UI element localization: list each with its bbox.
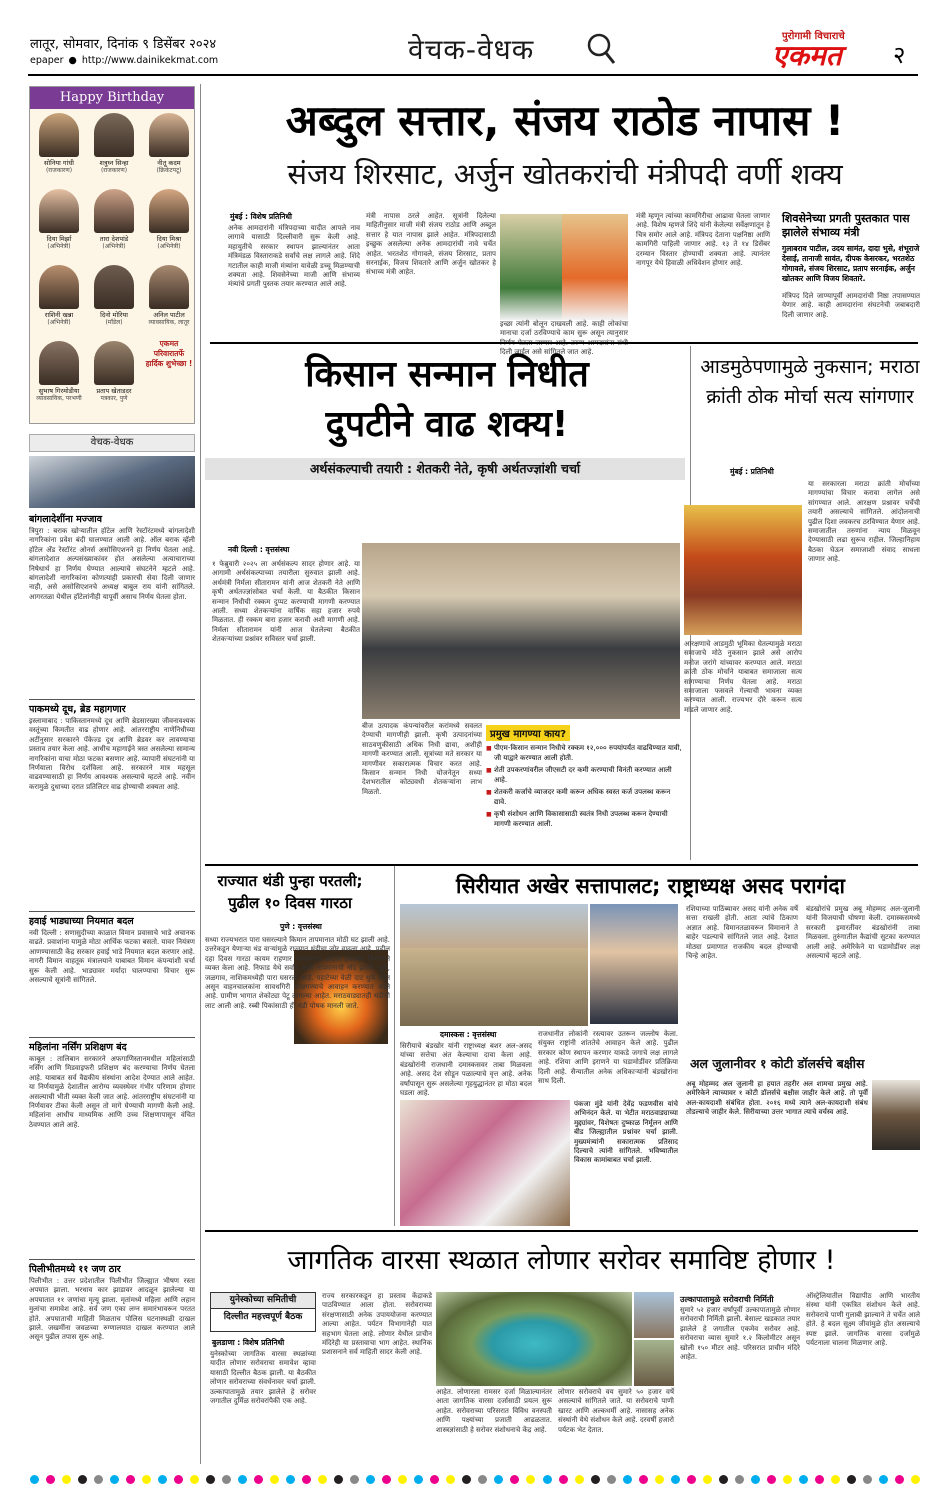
registration-dot <box>414 1475 423 1484</box>
birthday-name: अनिल पाटील <box>153 311 185 319</box>
registration-dot <box>366 1475 375 1484</box>
registration-dot <box>30 1475 39 1484</box>
story2-byline: नवी दिल्ली : वृत्तसंस्था <box>228 545 290 554</box>
story2-headline-2: दुपटीने वाढ शक्य! <box>325 404 569 445</box>
left-s4-body: काबूल : तालिबान सरकारने अफगाणिस्तानमधील महिलांसाठी नर्सिंग आणि मिडवाइफरी प्रशिक्षण बंद करण्याचा निर्णय घेतला आहे. याबाबत सर्व वैद्यकीय संस्थांना आदेश देण्यात आले आहेत. या निर्णयामुळे देशातील आरोग्य व्यवस्थेवर गंभीर परिणाम होणार असल्याची भीती व्यक्त केली जात आहे. आंतरराष्ट्रीय संघटनांनी या निर्णयावर टीका केली असून तो मागे घेण्याची मागणी केली आहे. महिलांना आधीच माध्यमिक आणि उच्च शिक्षणापासून वंचित ठेवण्यात आले आहे. <box>29 1055 195 1129</box>
registration-dot <box>302 1475 311 1484</box>
birthday-role: (मॉडेल) <box>105 319 123 326</box>
birthday-photo <box>94 265 134 309</box>
birthday-name: सोनिया गांधी <box>44 159 74 167</box>
birthday-box <box>29 86 195 424</box>
left-s2-title: पाकमध्ये दूध, ब्रेड महागणार <box>29 699 195 715</box>
story5-col1: सिरीयाचे बंडखोर यांनी राष्ट्राध्यक्ष बशर अल-असद यांच्या सत्तेचा अंत केल्याचा दावा केला आहे. बंडखोरांनी राजधानी दमास्कसवर ताबा मिळवला आहे. असद देश सोडून पळाल्याचे वृत्त आहे. अनेक वर्षांपासून सुरू असलेल्या गृहयुद्धानंतर हा मोठा बदल घडला आहे. <box>400 1042 532 1098</box>
birthday-role: व्यावसायिक, लातूर <box>148 319 190 326</box>
registration-dot <box>863 1475 872 1484</box>
registration-dot <box>206 1475 215 1484</box>
section-title-text: वेचक-वेधक <box>408 33 535 66</box>
left-news-column <box>29 510 195 1465</box>
demand-text: शेतकरी कर्जाचे व्याजदर कमी करून अधिक स्वस्त कर्ज उपलब्ध करून द्यावे. <box>494 788 671 806</box>
story7-headline: जागतिक वारसा स्थळात लोणार सरोवर समाविष्ट होणार ! <box>287 1245 836 1276</box>
lower-rule <box>205 1230 918 1232</box>
story5-col3: रशियाच्या पाठिंब्यावर असद यांनी अनेक वर्षे सत्ता राखली होती. आता त्यांचे ठिकाण अज्ञात आहे. विमानतळावरून विमानाने ते बाहेर पडल्याचे सांगितले जात आहे. देशात मोठ्या प्रमाणात राजकीय बदल होण्याची चिन्हे आहेत. <box>686 905 798 961</box>
birthday-name: दिया मिर्झा <box>46 235 72 243</box>
epaper-line <box>30 55 218 66</box>
story7-info-body: सुमारे ५२ हजार वर्षांपूर्वी उल्कापातामुळे लोणार सरोवराची निर्मिती झाली. बेसाल्ट खडकात तयार झालेले हे जगातील एकमेव सरोवर आहे. सरोवराचा व्यास सुमारे १.२ किलोमीटर असून खोली १५० मीटर आहे. परिसरात प्राचीन मंदिरे आहेत. <box>680 1306 800 1362</box>
bullet-icon: ■ <box>486 789 492 796</box>
story2-kicker: अर्थसंकल्पाची तयारी : शेतकरी नेते, कृषी अर्थतज्ज्ञांशी चर्चा <box>205 458 685 480</box>
story7-info-title: उल्कापातामुळे सरोवराची निर्मिती <box>680 1295 774 1304</box>
story5-julani-body: अबू मोहम्मद अल जुलानी हा हयात तहरीर अल शामचा प्रमुख आहे. अमेरिकेने त्याच्यावर १ कोटी डॉलर्सचे बक्षीस जाहीर केले आहे. तो पूर्वी अल-कायदाशी संबंधित होता. २०१६ मध्ये त्याने अल-कायदाशी संबंध तोडल्याचे जाहीर केले. सिरीयाच्या उत्तर भागात त्याचे वर्चस्व आहे. <box>686 1080 868 1117</box>
story5-photo-julani <box>872 1080 920 1150</box>
story2-col2: बीज उत्पादक कंपन्यांवरील करांमध्ये सवलत देण्याची मागणीही झाली. कृषी उत्पादनांच्या साठवणुकीसाठी अधिक निधी द्यावा, अशीही मागणी करण्यात आली. सूत्रांच्या मते सरकार या मागणीवर सकारात्मक विचार करत आहे. किसान सन्मान निधी योजनेतून सध्या देशभरातील कोट्यवधी शेतकऱ्यांना लाभ मिळतो. <box>362 722 482 796</box>
registration-dot <box>62 1475 71 1484</box>
story1-col1: अनेक आमदारांनी मंत्रिपदाच्या यादीत आपले नाव लागावे यासाठी दिल्लीवारी सुरू केली आहे. महायुतीचे सरकार स्थापन झाल्यानंतर आता मंत्रिमंडळ विस्ताराकडे सर्वांचे लक्ष लागले आहे. शिंदे गटातील काही माजी मंत्र्यांना यावेळी डच्चू मिळण्याची शक्यता आहे. शिवसेनेच्या माजी आणि संभाव्य मंत्र्यांचे प्रगती पुस्तक तयार करण्यात आले आहे. <box>228 224 360 289</box>
birthday-photo <box>94 341 134 385</box>
story7-box <box>210 1292 316 1332</box>
story7-photo-temple-2 <box>634 1340 674 1386</box>
registration-dot <box>895 1475 904 1484</box>
story2-demands-list <box>486 744 682 829</box>
birthday-person <box>146 189 192 251</box>
birthday-person <box>36 189 82 251</box>
bullet-icon: ■ <box>486 811 492 818</box>
story1-subheadline: संजय शिरसाट, अर्जुन खोतकरांची मंत्रीपदी वर्णी शक्य <box>287 157 843 191</box>
birthday-role: (अभिनेत्री) <box>47 243 71 250</box>
registration-dot <box>911 1475 920 1484</box>
birthday-name: सुभाष गिरमोडीया <box>38 387 80 395</box>
paper-tagline: पुरोगामी विचाराचे <box>782 31 845 42</box>
birthday-person <box>146 113 192 175</box>
registration-dot <box>623 1475 632 1484</box>
story5-julani-title: अल जुलानीवर १ कोटी डॉलर्सचे बक्षीस <box>690 1056 865 1071</box>
left-s3-title: हवाई भाड्याच्या नियमात बदल <box>29 911 195 927</box>
demand-text: कृषी संशोधन आणि विकासासाठी स्वतंत्र निधी उपलब्ध करून देण्याची मागणी करण्यात आली. <box>494 810 668 828</box>
story1-photo-rathod <box>562 214 628 320</box>
birthday-name: राशिनी खन्ना <box>44 311 74 319</box>
story4-headline-2: पुढील १० दिवस गारठा <box>228 894 352 912</box>
story5-col2: राजधानीत लोकांनी रस्त्यावर उतरून जल्लोष केला. संयुक्त राष्ट्रांनी शांततेचे आवाहन केले आहे. पुढील सरकार कोण स्थापन करणार याकडे जगाचे लक्ष लागले आहे. रशिया आणि इराणने या घडामोडींवर प्रतिक्रिया दिली आहे. सैन्यातील अनेक अधिकाऱ्यांनी बंडखोरांना साथ दिली. <box>538 1030 678 1086</box>
registration-dot <box>591 1475 600 1484</box>
story7-photo-temple-1 <box>634 1292 674 1338</box>
story3-byline: मुंबई : प्रतिनिधी <box>730 467 774 476</box>
birthday-wish: एकमत परिवारातर्फे हार्दिक शुभेच्छा ! <box>145 339 193 368</box>
registration-dot <box>783 1475 792 1484</box>
registration-dot <box>158 1475 167 1484</box>
birthday-person <box>91 341 137 403</box>
story6-body: पंकजा मुंडे यांनी देवेंद्र फडणवीस यांचे अभिनंदन केले. या भेटीत मराठवाड्याच्या मुद्द्यांवर, विशेषतः दुष्काळ निर्मूलन आणि बीड जिल्ह्यातील प्रश्नांवर चर्चा झाली. मुख्यमंत्र्यांनी सकारात्मक प्रतिसाद दिल्याचे त्यांनी सांगितले. भविष्यातील विकास कामांबाबत चर्चा झाली. <box>574 1100 678 1165</box>
epaper-label: epaper <box>30 55 64 66</box>
birthday-role: व्यावसायिक, परभणी <box>36 395 82 402</box>
registration-dot <box>398 1475 407 1484</box>
bullet-icon: ■ <box>486 767 492 774</box>
story4-headline-1: राज्यात थंडी पुन्हा परतली; <box>217 872 363 890</box>
story4-byline: पुणे : वृत्तसंस्था <box>280 922 322 931</box>
page-number: २ <box>893 41 906 69</box>
birthday-photo <box>39 341 79 385</box>
section-title <box>408 30 628 70</box>
birthday-person <box>36 113 82 175</box>
birthday-photo <box>39 113 79 157</box>
birthday-photo <box>94 189 134 233</box>
registration-dot <box>350 1475 359 1484</box>
magnifier-icon <box>586 32 616 66</box>
registration-dot <box>671 1475 680 1484</box>
registration-dot <box>318 1475 327 1484</box>
paper-logo: एकमत <box>772 39 842 72</box>
birthday-person <box>36 265 82 327</box>
left-s1-body: त्रिपुरा : बराक खोऱ्यातील हॉटेल आणि रेस्टॉरंटमध्ये बांगलादेशी नागरिकांना प्रवेश बंदी घालण्यात आली आहे. ऑल बराक व्हॅली हॉटेल अँड रेस्टॉरंट ओनर्स असोसिएशनने हा निर्णय घेतला आहे. बांगलादेशात अल्पसंख्याकांवर होत असलेल्या अत्याचाराच्या निषेधार्थ हा निर्णय घेण्यात आल्याचे संघटनेने म्हटले आहे. बांगलादेशी नागरिकांना कोणत्याही प्रकारची सेवा दिली जाणार नाही, असे असोसिएशनचे अध्यक्ष बाबुल राय यांनी सांगितले. आगरतळा येथील हॉटेलांनीही यापूर्वी असाच निर्णय घेतला होता. <box>29 527 195 601</box>
registration-dot <box>94 1475 103 1484</box>
birthday-name: दिनो मोरिया <box>100 311 128 319</box>
story7-col2: राज्य सरकारकडून हा प्रस्ताव केंद्राकडे पाठविण्यात आला होता. सरोवराच्या संरक्षणासाठी अनेक उपाययोजना करण्यात आल्या आहेत. पर्यटन विभागानेही यात सहभाग घेतला आहे. लोणार येथील प्राचीन मंदिरेही या प्रस्तावाचा भाग आहेत. स्थानिक प्रशासनाने सर्व माहिती सादर केली आहे. <box>322 1292 432 1357</box>
left-s3-body: नवी दिल्ली : सणासुदीच्या काळात विमान प्रवासाचे भाडे अचानक वाढते. प्रवाशांना यामुळे मोठा आर्थिक फटका बसतो. यावर नियंत्रण आणण्यासाठी केंद्र सरकार हवाई भाडे नियमात बदल करणार आहे. नागरी विमान वाहतूक मंत्रालयाने याबाबत विमान कंपन्यांशी चर्चा सुरू केली आहे. भाड्यावर मर्यादा घालण्याचा विचार सुरू असल्याचे सूत्रांनी सांगितले. <box>29 929 195 985</box>
left-tag-text: वेचक-वेधक <box>90 437 134 448</box>
left-tag <box>29 434 195 452</box>
birthday-photo <box>94 113 134 157</box>
dateline: लातूर, सोमवार, दिनांक ९ डिसेंबर २०२४ <box>30 37 217 52</box>
registration-dot <box>767 1475 776 1484</box>
story6-photo-meeting <box>400 1100 570 1226</box>
birthday-person <box>36 341 82 403</box>
demand-item <box>486 810 682 829</box>
registration-dot <box>478 1475 487 1484</box>
story1-headline: अब्दुल सत्तार, संजय राठोड नापास ! <box>285 96 845 145</box>
story5-photo-tank <box>400 948 588 1026</box>
story2-col1: १ फेब्रुवारी २०२५ ला अर्थसंकल्प सादर होणार आहे. या आगामी अर्थसंकल्पाच्या तयारीला सुरुवात झाली आहे. अर्थमंत्री निर्मला सीतारामन यांनी आज शेतकरी नेते आणि कृषी अर्थतज्ज्ञांसोबत चर्चा केली. या बैठकीत किसान सन्मान निधीची रक्कम दुप्पट करण्याची मागणी करण्यात आली. सध्या शेतकऱ्यांना वार्षिक सहा हजार रुपये मिळतात. ही रक्कम बारा हजार करावी अशी मागणी आहे. निर्मला सीतारामन यांनी आज घेतलेल्या बैठकीत शेतकऱ्यांच्या प्रश्नांवर सविस्तर चर्चा झाली. <box>212 560 360 644</box>
registration-dot <box>110 1475 119 1484</box>
story7-byline: बुलडाणा : विशेष प्रतिनिधी <box>212 1338 285 1347</box>
demand-text: शेती उपकरणांवरील जीएसटी दर कमी करण्याची विनंती करण्यात आली आहे. <box>494 766 672 784</box>
left-divider <box>200 84 201 1464</box>
birthday-name: शत्रुघ्न सिन्हा <box>99 159 129 167</box>
birthday-name: प्रताप खेताडदर <box>96 387 132 395</box>
story2-demands-box <box>486 722 682 860</box>
registration-dot <box>879 1475 888 1484</box>
birthday-heading: Happy Birthday <box>30 87 194 109</box>
registration-dot <box>831 1475 840 1484</box>
story7-photo-lake <box>436 1292 632 1386</box>
story1-box-list: गुलाबराव पाटील, उदय सामंत, दादा भुसे, शंभूराजे देसाई, तानाजी सावंत, दीपक केसरकर, भरतशेठ गोगावले, संजय शिरसाट, प्रताप सरनाईक, अर्जुन खोतकर आणि विजय शिवतारे. <box>782 244 920 283</box>
globe-icon: ● <box>68 55 77 66</box>
birthday-photo <box>149 113 189 157</box>
birthday-name: नीतू कदम <box>157 159 181 167</box>
story7-col3: आहेत. लोणारला रामसर दर्जा मिळाल्यानंतर आता जागतिक वारसा दर्जासाठी प्रयत्न सुरू आहेत. सरोवराच्या परिसरात विविध वनस्पती आणि पक्ष्यांच्या प्रजाती आढळतात. शास्त्रज्ञांसाठी हे सरोवर संशोधनाचे केंद्र आहे. <box>436 1388 552 1434</box>
story1-byline: मुंबई : विशेष प्रतिनिधी <box>230 212 292 221</box>
registration-dot <box>126 1475 135 1484</box>
registration-dot <box>526 1475 535 1484</box>
birthday-role: (क्रिकेटपटू) <box>156 167 182 174</box>
left-s2-body: इस्लामाबाद : पाकिस्तानमध्ये दूध आणि ब्रेडसारख्या जीवनावश्यक वस्तूंच्या किमतीत वाढ होणार आहे. आंतरराष्ट्रीय नाणेनिधीच्या अटींनुसार सरकारने पॅकेज्ड दूध आणि ब्रेडवर कर लावण्याचा प्रस्ताव तयार केला आहे. आधीच महागाईने त्रस्त असलेल्या सामान्य नागरिकांना याचा मोठा फटका बसणार आहे. व्यापारी संघटनांनी या निर्णयाला विरोध दर्शविला आहे. सरकारने मात्र महसूल वाढवण्यासाठी हा निर्णय आवश्यक असल्याचे म्हटले आहे. नवीन करामुळे दुधाच्या दरात प्रतिलिटर वाढ होण्याची शक्यता आहे. <box>29 717 195 791</box>
birthday-photo <box>149 265 189 309</box>
story2-demands-title: प्रमुख मागण्या काय? <box>486 725 570 741</box>
registration-dot <box>799 1475 808 1484</box>
left-s5-body: पिलीभीत : उत्तर प्रदेशातील पिलीभीत जिल्ह्यात भीषण रस्ता अपघात झाला. भरधाव कार झाडावर आदळून झालेल्या या अपघातात ११ जणांचा मृत्यू झाला. मृतांमध्ये महिला आणि लहान मुलांचा समावेश आहे. सर्व जण एका लग्न समारंभावरून परतत होते. अपघाताची माहिती मिळताच पोलिस घटनास्थळी दाखल झाले. जखमींना जवळच्या रुग्णालयात दाखल करण्यात आले असून पुढील तपास सुरू आहे. <box>29 1277 195 1342</box>
story1-col3: इच्छा त्यांनी बोलून दाखवली आहे. काही लोकांचा मानाचा दर्जा ठरविण्याचे काम सुरू असून त्यानुसार दिली जाईल असे सांगितले जात आहे. <box>500 320 628 357</box>
registration-dot <box>575 1475 584 1484</box>
registration-dot <box>559 1475 568 1484</box>
birthday-person <box>91 189 137 251</box>
registration-dot <box>543 1475 552 1484</box>
left-s5-title: पिलीभीतमध्ये ११ जण ठार <box>29 1259 195 1275</box>
registration-dot <box>238 1475 247 1484</box>
story1-rule <box>210 342 918 344</box>
left-s4-title: महिलांना नर्सिंग प्रशिक्षण बंद <box>29 1037 195 1053</box>
story2-headline-1: किसान सन्मान निधीत <box>305 354 589 395</box>
story5-byline: दमास्कस : वृत्तसंस्था <box>440 1030 497 1039</box>
registration-dot <box>607 1475 616 1484</box>
story3-photo-jarange <box>684 505 802 635</box>
birthday-role: पत्रकार, पुणे <box>100 395 128 402</box>
demand-item <box>486 788 682 807</box>
registration-dot <box>270 1475 279 1484</box>
left-crowd-photo <box>29 456 195 508</box>
story7-box-title-2: दिल्लीत महत्त्वपूर्ण बैठक <box>223 1312 303 1322</box>
registration-dot <box>334 1475 343 1484</box>
registration-dot <box>719 1475 728 1484</box>
story7-col1: युनेस्कोच्या जागतिक वारसा स्थळांच्या यादीत लोणार सरोवराचा समावेश व्हावा यासाठी दिल्लीत बैठक झाली. या बैठकीत लोणार सरोवराच्या संवर्धनावर चर्चा झाली. उल्कापातामुळे तयार झालेले हे सरोवर जगातील दुर्मिळ सरोवरांपैकी एक आहे. <box>210 1350 316 1406</box>
registration-dot <box>687 1475 696 1484</box>
registration-dot <box>222 1475 231 1484</box>
registration-dot <box>430 1475 439 1484</box>
demand-item <box>486 744 682 763</box>
story3-headline: आडमुठेपणामुळे नुकसान; मराठा क्रांती ठोक मोर्चा सत्य सांगणार <box>700 356 920 408</box>
birthday-photo <box>149 189 189 233</box>
story1-box-body: मंत्रिपद दिले जाण्यापूर्वी आमदारांची निष्ठा तपासण्यात येणार आहे. काही आमदारांना संघटनेची जबाबदारी दिली जाणार आहे. <box>782 292 920 319</box>
print-color-bar <box>30 1471 920 1487</box>
registration-dot <box>286 1475 295 1484</box>
registration-dot <box>735 1475 744 1484</box>
story1-col2: मंत्री नापास ठरले आहेत. सूत्रांनी दिलेल्या माहितीनुसार माजी मंत्री संजय राठोड आणि अब्दुल सत्तार हे यात नापास झाले आहेत. मंत्रिपदासाठी इच्छुक असलेल्या अनेक आमदारांची नावे चर्चेत आहेत. भरतशेठ गोगावले, संजय शिरसाट, प्रताप सरनाईक, विजय शिवतारे आणि अर्जुन खोतकर हे संभाव्य मंत्री आहेत. <box>366 212 496 277</box>
registration-dot <box>382 1475 391 1484</box>
registration-dot <box>751 1475 760 1484</box>
masthead-rule <box>28 74 918 76</box>
registration-dot <box>639 1475 648 1484</box>
story3-col2: या सरकारला मराठा क्रांती मोर्चाच्या मागण्यांचा विचार करावा लागेल असे सांगण्यात आले. आरक्षण प्रश्नावर चर्चेची तयारी असल्याचे सांगितले. आंदोलनाची पुढील दिशा लवकरच ठरविण्यात येणार आहे. समाजातील तरुणांना न्याय मिळवून देण्यासाठी लढा सुरूच राहील. जिल्हानिहाय बैठका घेऊन समाजाशी संवाद साधला जाणार आहे. <box>808 480 920 564</box>
birthday-photo <box>39 189 79 233</box>
registration-dot <box>655 1475 664 1484</box>
birthday-role: (अभिनेत्री) <box>102 243 126 250</box>
bullet-icon: ■ <box>486 745 492 752</box>
birthday-photo <box>39 265 79 309</box>
story3-col1: आरक्षणाचे आडमुठी भूमिका घेतल्यामुळे मराठा समाजाचे मोठे नुकसान झाले असे आरोप मनोज जरांगे यांच्यावर करण्यात आले. मराठा क्रांती ठोक मोर्चाने याबाबत समाजाला सत्य सांगण्याचा निर्णय घेतला आहे. मराठा समाजाला फसवले गेल्याची भावना व्यक्त करण्यात आली. राज्यभर दौरे करून सत्य मांडले जाणार आहे. <box>684 640 802 714</box>
demand-text: पीएम-किसान सन्मान निधीचे रक्कम १२,००० रुपयांपर्यंत वाढविण्यात यावी, जी याद्वारे करण्यात आली होती. <box>494 744 682 762</box>
birthday-name: दिया मिश्रा <box>156 235 182 243</box>
registration-dot <box>78 1475 87 1484</box>
story5-photo-assad <box>590 904 678 1024</box>
registration-dot <box>142 1475 151 1484</box>
birthday-person <box>91 265 137 327</box>
registration-dot <box>174 1475 183 1484</box>
story5-col4: बंडखोरांचे प्रमुख अबू मोहम्मद अल-जुलानी यांनी विजयाची घोषणा केली. दमास्कसमध्ये सरकारी इमारतींवर बंडखोरांनी ताबा मिळवला. तुरुंगातील कैद्यांची सुटका करण्यात आली आहे. अमेरिकेने या घडामोडींवर लक्ष असल्याचे म्हटले आहे. <box>806 905 920 961</box>
registration-dot <box>462 1475 471 1484</box>
story7-box-title-1: युनेस्कोच्या समितीची <box>211 1293 315 1309</box>
birthday-role: (अभिनेत्री) <box>157 243 181 250</box>
left-s1-title: बांगलादेशींना मज्जाव <box>29 514 103 525</box>
registration-dot <box>46 1475 55 1484</box>
birthday-role: (राजकारण) <box>100 167 128 174</box>
birthday-role: (राजकारण) <box>45 167 73 174</box>
website-link[interactable]: http://www.dainikekmat.com <box>81 55 219 66</box>
story7-col4: लोणार सरोवराचे वय सुमारे ५० हजार वर्षे असल्याचे सांगितले जाते. या सरोवराचे पाणी खारट आणि अल्कधर्मी आहे. नासासह अनेक संस्थांनी येथे संशोधन केले आहे. दरवर्षी हजारो पर्यटक भेट देतात. <box>558 1388 674 1434</box>
registration-dot <box>703 1475 712 1484</box>
birthday-role: (अभिनेत्री) <box>47 319 71 326</box>
story2-photo-meeting <box>362 543 680 719</box>
birthday-person <box>91 113 137 175</box>
story1-photo-sattar <box>500 214 562 320</box>
birthday-name: तारा देशपांडे <box>99 235 129 243</box>
story4-divider <box>394 866 395 1226</box>
registration-dot <box>815 1475 824 1484</box>
registration-dot <box>254 1475 263 1484</box>
story4-col1: सध्या राज्यभरात पारा घसरल्याने किमान तापमानात मोठी घट झाली आहे. उत्तरेकडून येणाऱ्या थंड वाऱ्यांमुळे राज्यात थंडीचा जोर वाढला आहे. पुढील दहा दिवस गारठा कायम राहणार असल्याचा अंदाज हवामान विभागाने व्यक्त केला आहे. निफाड येथे सर्वात कमी तापमानाची नोंद झाली. धुळे, जळगाव, नाशिकमध्येही पारा घसरला आहे. पहाटेच्या वेळी दाट धुके पडत असून वाहनचालकांना सावधगिरी बाळगण्याचे आवाहन करण्यात आले आहे. ग्रामीण भागात शेकोट्या पेटू लागल्या आहेत. मराठवाड्यातही थंडीची लाट आली आहे. रब्बी पिकांसाठी ही थंडी पोषक मानली जाते. <box>205 936 390 1010</box>
registration-dot <box>510 1475 519 1484</box>
story7-col5: ऑस्ट्रेलियातील विद्यापीठ आणि भारतीय संस्था यांनी एकत्रित संशोधन केले आहे. सरोवराचे पाणी गुलाबी झाल्याने ते चर्चेत आले होते. हे बदल सूक्ष्म जीवांमुळे होत असल्याचे स्पष्ट झाले. जागतिक वारसा दर्जामुळे पर्यटनाला चालना मिळणार आहे. <box>806 1292 920 1348</box>
story5-headline: सिरीयात अखेर सत्तापालट; राष्ट्राध्यक्ष असद परागंदा <box>456 874 845 898</box>
story1-col4: मंत्री म्हणून त्यांच्या कामगिरीचा आढावा घेतला जाणार आहे. विशेष म्हणजे शिंदे यांनी केलेल्या सर्वेक्षणातून हे चित्र समोर आले आहे. मंत्रिपद देताना पक्षनिष्ठा आणि कामगिरी पाहिली जाणार आहे. १३ ते १४ डिसेंबर दरम्यान विस्तार होण्याची शक्यता आहे. त्यानंतर नागपूर येथे हिवाळी अधिवेशन होणार आहे. <box>636 212 770 268</box>
registration-dot <box>494 1475 503 1484</box>
registration-dot <box>446 1475 455 1484</box>
demand-item <box>486 766 682 785</box>
registration-dot <box>847 1475 856 1484</box>
birthday-person <box>146 265 192 327</box>
registration-dot <box>190 1475 199 1484</box>
story1-box-title: शिवसेनेच्या प्रगती पुस्तकात पास झालेले संभाव्य मंत्री <box>782 212 910 239</box>
